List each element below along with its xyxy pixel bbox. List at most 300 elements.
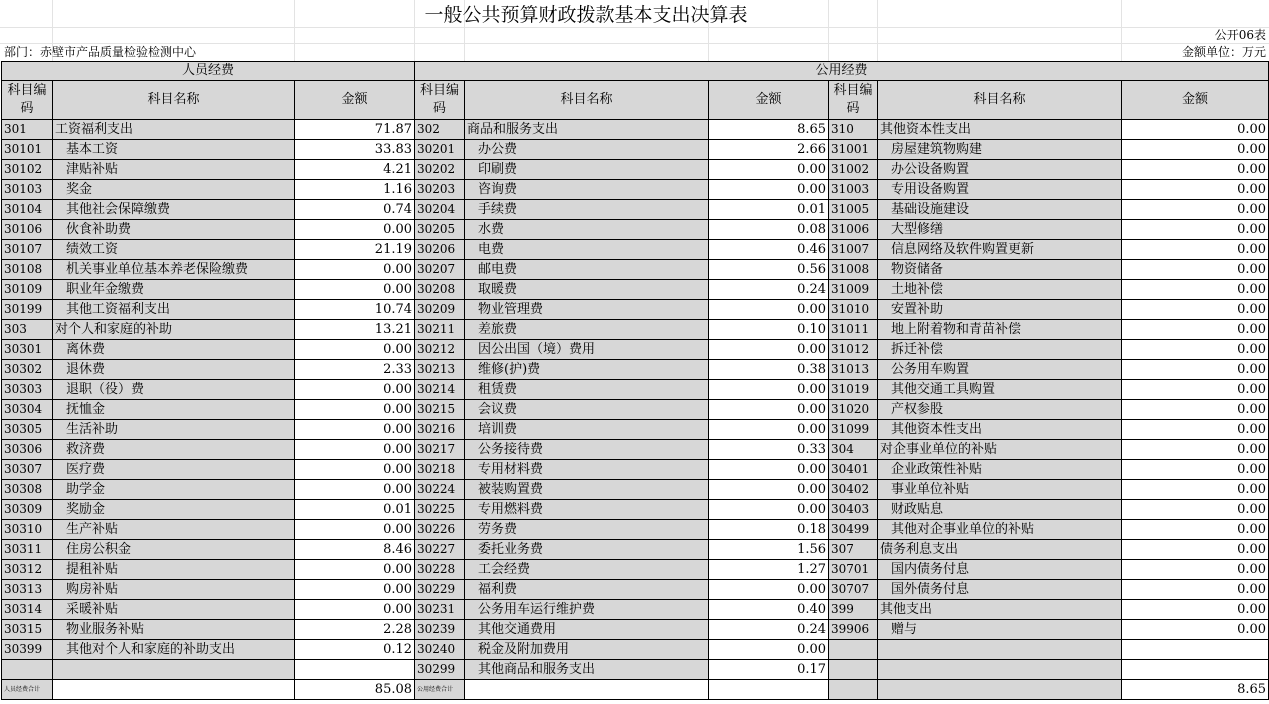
capital-name-cell [878,660,1122,680]
table-row [2,560,1269,580]
goods-amount-cell: 1.27 [709,560,829,580]
personnel-name-cell: 基本工资 [53,140,295,160]
capital-name-cell: 财政贴息 [878,500,1122,520]
col-header-code: 科目编码 [2,81,53,120]
goods-code-cell: 30202 [415,160,465,180]
table-row [2,120,1269,140]
capital-code-cell: 31008 [829,260,878,280]
goods-amount-cell: 0.01 [709,200,829,220]
public-total-label: 公用经费合计 [415,680,465,700]
capital-amount-cell [1122,660,1269,680]
goods-name-cell: 印刷费 [465,160,709,180]
goods-amount-cell: 0.17 [709,660,829,680]
capital-code-cell: 31013 [829,360,878,380]
table-row [2,660,1269,680]
goods-code-cell: 30226 [415,520,465,540]
personnel-code-cell: 30302 [2,360,53,380]
capital-code-cell: 30401 [829,460,878,480]
table-row [2,420,1269,440]
goods-name-cell: 委托业务费 [465,540,709,560]
personnel-code-cell: 30305 [2,420,53,440]
capital-amount-cell: 0.00 [1122,260,1269,280]
personnel-name-cell: 生活补助 [53,420,295,440]
capital-amount-cell: 0.00 [1122,440,1269,460]
capital-amount-cell: 0.00 [1122,340,1269,360]
table-row [2,340,1269,360]
department-label: 部门：赤壁市产品质量检验检测中心 [4,45,197,59]
personnel-code-cell: 30103 [2,180,53,200]
personnel-name-cell: 奖励金 [53,500,295,520]
goods-name-cell: 税金及附加费用 [465,640,709,660]
personnel-name-cell: 医疗费 [53,460,295,480]
table-row [2,320,1269,340]
personnel-code-cell: 30315 [2,620,53,640]
personnel-name-cell: 伙食补助费 [53,220,295,240]
goods-name-cell: 被装购置费 [465,480,709,500]
personnel-name-cell: 助学金 [53,480,295,500]
empty-cell [829,680,878,700]
personnel-name-cell: 其他社会保障缴费 [53,200,295,220]
capital-code-cell: 30402 [829,480,878,500]
personnel-amount-cell: 1.16 [295,180,415,200]
personnel-amount-cell: 0.01 [295,500,415,520]
capital-code-cell: 31019 [829,380,878,400]
capital-name-cell: 公务用车购置 [878,360,1122,380]
capital-code-cell: 30403 [829,500,878,520]
personnel-name-cell: 津贴补贴 [53,160,295,180]
personnel-amount-cell: 0.00 [295,480,415,500]
capital-code-cell [829,660,878,680]
col-header-amount: 金额 [1122,81,1269,120]
goods-amount-cell: 0.00 [709,180,829,200]
goods-code-cell: 30240 [415,640,465,660]
capital-code-cell: 310 [829,120,878,140]
personnel-name-cell: 退休费 [53,360,295,380]
goods-code-cell: 30227 [415,540,465,560]
goods-amount-cell: 0.00 [709,500,829,520]
goods-name-cell: 物业管理费 [465,300,709,320]
capital-code-cell: 31099 [829,420,878,440]
goods-code-cell: 30229 [415,580,465,600]
personnel-code-cell: 30303 [2,380,53,400]
capital-name-cell [878,640,1122,660]
col-header-amount: 金额 [295,81,415,120]
capital-name-cell: 办公设备购置 [878,160,1122,180]
goods-name-cell: 邮电费 [465,260,709,280]
table-row [2,280,1269,300]
group-header-public: 公用经费 [415,62,1269,81]
col-header-name: 科目名称 [465,81,709,120]
goods-name-cell: 差旅费 [465,320,709,340]
personnel-amount-cell: 4.21 [295,160,415,180]
table-row [2,400,1269,420]
table-row [2,160,1269,180]
table-row [2,260,1269,280]
capital-amount-cell: 0.00 [1122,400,1269,420]
goods-name-cell: 其他交通费用 [465,620,709,640]
capital-code-cell: 31007 [829,240,878,260]
goods-amount-cell: 0.18 [709,520,829,540]
goods-code-cell: 30213 [415,360,465,380]
capital-name-cell: 其他交通工具购置 [878,380,1122,400]
personnel-code-cell: 30101 [2,140,53,160]
capital-code-cell: 399 [829,600,878,620]
personnel-amount-cell: 0.00 [295,380,415,400]
personnel-code-cell: 30108 [2,260,53,280]
personnel-code-cell: 30104 [2,200,53,220]
goods-code-cell: 30206 [415,240,465,260]
capital-amount-cell: 0.00 [1122,540,1269,560]
goods-amount-cell: 0.00 [709,300,829,320]
capital-name-cell: 其他资本性支出 [878,420,1122,440]
capital-amount-cell: 0.00 [1122,220,1269,240]
personnel-code-cell: 30106 [2,220,53,240]
personnel-code-cell: 30306 [2,440,53,460]
capital-amount-cell: 0.00 [1122,360,1269,380]
goods-code-cell: 30299 [415,660,465,680]
personnel-amount-cell: 0.74 [295,200,415,220]
goods-name-cell: 因公出国（境）费用 [465,340,709,360]
goods-code-cell: 30209 [415,300,465,320]
capital-amount-cell: 0.00 [1122,460,1269,480]
table-row [2,640,1269,660]
table-row [2,620,1269,640]
capital-name-cell: 产权参股 [878,400,1122,420]
goods-name-cell: 租赁费 [465,380,709,400]
col-header-code: 科目编码 [415,81,465,120]
table-row [2,500,1269,520]
personnel-amount-cell: 0.00 [295,260,415,280]
personnel-total-amount: 85.08 [295,680,415,700]
goods-code-cell: 30217 [415,440,465,460]
empty-cell [53,680,295,700]
goods-code-cell: 30215 [415,400,465,420]
capital-amount-cell: 0.00 [1122,180,1269,200]
goods-amount-cell: 0.10 [709,320,829,340]
capital-name-cell: 房屋建筑物购建 [878,140,1122,160]
table-row [2,360,1269,380]
capital-name-cell: 企业政策性补贴 [878,460,1122,480]
goods-amount-cell: 0.00 [709,420,829,440]
goods-code-cell: 30214 [415,380,465,400]
personnel-amount-cell: 21.19 [295,240,415,260]
personnel-amount-cell [295,660,415,680]
report-title: 一般公共预算财政拨款基本支出决算表 [424,4,748,26]
goods-name-cell: 维修(护)费 [465,360,709,380]
personnel-total-label: 人员经费合计 [2,680,53,700]
col-header-amount: 金额 [709,81,829,120]
grid-line [0,43,1269,44]
capital-name-cell: 基础设施建设 [878,200,1122,220]
personnel-name-cell: 绩效工资 [53,240,295,260]
goods-code-cell: 30218 [415,460,465,480]
capital-amount-cell: 0.00 [1122,380,1269,400]
capital-code-cell: 31020 [829,400,878,420]
personnel-code-cell: 30310 [2,520,53,540]
capital-name-cell: 对企事业单位的补贴 [878,440,1122,460]
table-row [2,240,1269,260]
goods-code-cell: 30212 [415,340,465,360]
personnel-code-cell: 30313 [2,580,53,600]
goods-code-cell: 30203 [415,180,465,200]
personnel-code-cell: 30107 [2,240,53,260]
personnel-name-cell: 抚恤金 [53,400,295,420]
goods-code-cell: 30216 [415,420,465,440]
goods-amount-cell: 0.46 [709,240,829,260]
personnel-amount-cell: 13.21 [295,320,415,340]
goods-amount-cell: 0.00 [709,480,829,500]
capital-name-cell: 赠与 [878,620,1122,640]
personnel-code-cell: 30312 [2,560,53,580]
personnel-name-cell: 物业服务补贴 [53,620,295,640]
goods-code-cell: 30224 [415,480,465,500]
table-row [2,380,1269,400]
capital-name-cell: 债务利息支出 [878,540,1122,560]
goods-amount-cell: 0.00 [709,160,829,180]
capital-amount-cell: 0.00 [1122,560,1269,580]
goods-amount-cell: 1.56 [709,540,829,560]
goods-name-cell: 商品和服务支出 [465,120,709,140]
personnel-code-cell: 301 [2,120,53,140]
table-row [2,440,1269,460]
goods-name-cell: 其他商品和服务支出 [465,660,709,680]
personnel-amount-cell: 0.00 [295,580,415,600]
personnel-name-cell: 职业年金缴费 [53,280,295,300]
goods-amount-cell: 0.33 [709,440,829,460]
goods-amount-cell: 0.56 [709,260,829,280]
goods-name-cell: 电费 [465,240,709,260]
capital-amount-cell: 0.00 [1122,520,1269,540]
table-row [2,600,1269,620]
goods-amount-cell: 0.00 [709,340,829,360]
group-header-personnel: 人员经费 [2,62,415,81]
goods-name-cell: 培训费 [465,420,709,440]
personnel-code-cell: 30308 [2,480,53,500]
personnel-code-cell: 30199 [2,300,53,320]
personnel-amount-cell: 0.00 [295,520,415,540]
personnel-name-cell: 其他工资福利支出 [53,300,295,320]
personnel-amount-cell: 8.46 [295,540,415,560]
capital-name-cell: 拆迁补偿 [878,340,1122,360]
goods-amount-cell: 0.00 [709,640,829,660]
capital-code-cell: 31001 [829,140,878,160]
goods-name-cell: 福利费 [465,580,709,600]
personnel-code-cell: 30309 [2,500,53,520]
capital-amount-cell: 0.00 [1122,300,1269,320]
empty-cell [709,680,829,700]
personnel-code-cell: 30307 [2,460,53,480]
capital-code-cell: 31003 [829,180,878,200]
capital-amount-cell: 0.00 [1122,480,1269,500]
col-header-code: 科目编码 [829,81,878,120]
goods-name-cell: 咨询费 [465,180,709,200]
personnel-name-cell: 奖金 [53,180,295,200]
personnel-code-cell [2,660,53,680]
column-header-row [2,81,1269,120]
capital-name-cell: 土地补偿 [878,280,1122,300]
personnel-amount-cell: 0.00 [295,220,415,240]
capital-code-cell: 30701 [829,560,878,580]
goods-name-cell: 公务用车运行维护费 [465,600,709,620]
personnel-name-cell: 对个人和家庭的补助 [53,320,295,340]
capital-code-cell: 307 [829,540,878,560]
goods-code-cell: 30205 [415,220,465,240]
goods-amount-cell: 0.40 [709,600,829,620]
personnel-amount-cell: 0.00 [295,600,415,620]
capital-name-cell: 其他对企事业单位的补贴 [878,520,1122,540]
personnel-amount-cell: 0.00 [295,560,415,580]
goods-code-cell: 30201 [415,140,465,160]
empty-cell [878,680,1122,700]
capital-amount-cell: 0.00 [1122,620,1269,640]
capital-name-cell: 物资储备 [878,260,1122,280]
goods-name-cell: 工会经费 [465,560,709,580]
personnel-amount-cell: 0.00 [295,460,415,480]
personnel-code-cell: 30399 [2,640,53,660]
personnel-code-cell: 303 [2,320,53,340]
capital-name-cell: 信息网络及软件购置更新 [878,240,1122,260]
goods-name-cell: 专用燃料费 [465,500,709,520]
capital-code-cell [829,640,878,660]
goods-amount-cell: 0.08 [709,220,829,240]
goods-name-cell: 会议费 [465,400,709,420]
personnel-code-cell: 30314 [2,600,53,620]
capital-amount-cell: 0.00 [1122,280,1269,300]
personnel-amount-cell: 2.33 [295,360,415,380]
capital-code-cell: 30707 [829,580,878,600]
personnel-name-cell: 退职（役）费 [53,380,295,400]
table-row [2,140,1269,160]
expenditure-table [1,61,1269,700]
capital-name-cell: 安置补助 [878,300,1122,320]
capital-code-cell: 31002 [829,160,878,180]
goods-amount-cell: 0.00 [709,580,829,600]
table-row [2,300,1269,320]
capital-name-cell: 地上附着物和青苗补偿 [878,320,1122,340]
goods-name-cell: 办公费 [465,140,709,160]
col-header-name: 科目名称 [878,81,1122,120]
goods-code-cell: 302 [415,120,465,140]
personnel-name-cell: 提租补贴 [53,560,295,580]
goods-amount-cell: 0.24 [709,280,829,300]
capital-code-cell: 30499 [829,520,878,540]
public-total-amount: 8.65 [1122,680,1269,700]
personnel-code-cell: 30102 [2,160,53,180]
personnel-name-cell: 救济费 [53,440,295,460]
goods-code-cell: 30204 [415,200,465,220]
personnel-name-cell: 生产补贴 [53,520,295,540]
personnel-name-cell: 采暖补贴 [53,600,295,620]
personnel-amount-cell: 71.87 [295,120,415,140]
capital-code-cell: 31006 [829,220,878,240]
table-row [2,580,1269,600]
goods-amount-cell: 0.00 [709,460,829,480]
table-row [2,540,1269,560]
capital-name-cell: 大型修缮 [878,220,1122,240]
personnel-code-cell: 30304 [2,400,53,420]
capital-code-cell: 31009 [829,280,878,300]
table-row [2,480,1269,500]
goods-name-cell: 手续费 [465,200,709,220]
personnel-code-cell: 30311 [2,540,53,560]
goods-name-cell: 水费 [465,220,709,240]
goods-code-cell: 30207 [415,260,465,280]
empty-cell [465,680,709,700]
table-row [2,520,1269,540]
personnel-name-cell: 其他对个人和家庭的补助支出 [53,640,295,660]
capital-name-cell: 国内债务付息 [878,560,1122,580]
goods-name-cell: 劳务费 [465,520,709,540]
capital-amount-cell: 0.00 [1122,240,1269,260]
personnel-amount-cell: 0.00 [295,400,415,420]
goods-amount-cell: 0.24 [709,620,829,640]
capital-amount-cell: 0.00 [1122,200,1269,220]
col-header-name: 科目名称 [53,81,295,120]
capital-name-cell: 其他资本性支出 [878,120,1122,140]
capital-name-cell: 专用设备购置 [878,180,1122,200]
goods-name-cell: 取暖费 [465,280,709,300]
personnel-amount-cell: 0.00 [295,340,415,360]
capital-amount-cell: 0.00 [1122,160,1269,180]
personnel-name-cell: 住房公积金 [53,540,295,560]
capital-amount-cell: 0.00 [1122,320,1269,340]
table-number: 公开06表 [1214,28,1266,42]
goods-code-cell: 30228 [415,560,465,580]
goods-amount-cell: 0.00 [709,380,829,400]
personnel-amount-cell: 0.00 [295,280,415,300]
table-row [2,220,1269,240]
capital-code-cell: 304 [829,440,878,460]
table-row [2,180,1269,200]
personnel-amount-cell: 0.00 [295,440,415,460]
capital-amount-cell [1122,640,1269,660]
capital-amount-cell: 0.00 [1122,500,1269,520]
goods-code-cell: 30225 [415,500,465,520]
goods-code-cell: 30211 [415,320,465,340]
capital-amount-cell: 0.00 [1122,120,1269,140]
capital-amount-cell: 0.00 [1122,600,1269,620]
capital-code-cell: 31005 [829,200,878,220]
capital-name-cell: 事业单位补贴 [878,480,1122,500]
goods-amount-cell: 2.66 [709,140,829,160]
personnel-amount-cell: 33.83 [295,140,415,160]
capital-amount-cell: 0.00 [1122,420,1269,440]
table-row [2,200,1269,220]
personnel-name-cell: 购房补贴 [53,580,295,600]
capital-name-cell: 国外债务付息 [878,580,1122,600]
capital-name-cell: 其他支出 [878,600,1122,620]
goods-name-cell: 专用材料费 [465,460,709,480]
goods-code-cell: 30231 [415,600,465,620]
capital-code-cell: 31010 [829,300,878,320]
capital-code-cell: 39906 [829,620,878,640]
goods-amount-cell: 0.38 [709,360,829,380]
totals-row [2,680,1269,700]
table-row [2,460,1269,480]
personnel-name-cell: 工资福利支出 [53,120,295,140]
capital-amount-cell: 0.00 [1122,140,1269,160]
goods-name-cell: 公务接待费 [465,440,709,460]
personnel-amount-cell: 0.00 [295,420,415,440]
capital-amount-cell: 0.00 [1122,580,1269,600]
personnel-code-cell: 30109 [2,280,53,300]
goods-code-cell: 30239 [415,620,465,640]
personnel-amount-cell: 2.28 [295,620,415,640]
goods-amount-cell: 0.00 [709,400,829,420]
capital-code-cell: 31011 [829,320,878,340]
group-header-row [2,62,1269,81]
goods-code-cell: 30208 [415,280,465,300]
